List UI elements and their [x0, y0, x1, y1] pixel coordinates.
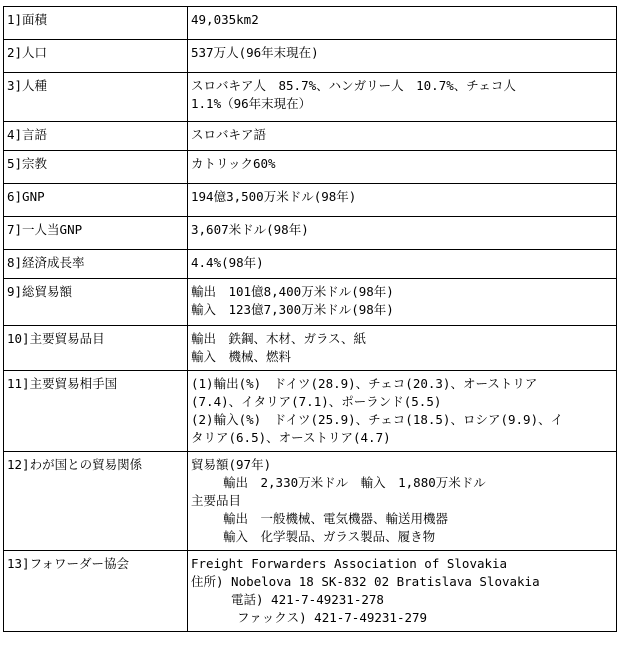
value-line: 電話) 421-7-49231-278: [231, 592, 384, 607]
table-row: [4, 73, 617, 122]
value-line: 輸出 鉄鋼、木材、ガラス、紙: [191, 331, 367, 346]
row-label: 12]わが国との貿易関係: [4, 452, 188, 551]
table-row: [4, 217, 617, 250]
row-value: [188, 151, 617, 184]
value-line: ファックス) 421-7-49231-279: [237, 610, 428, 625]
row-label: 3]人種: [4, 73, 188, 122]
value-line: 輸入 化学製品、ガラス製品、履き物: [223, 529, 436, 544]
value-line: 3,607米ドル(98年): [191, 222, 309, 237]
row-value: [188, 279, 617, 326]
value-line: 537万人(96年末現在): [191, 45, 319, 60]
row-value: [188, 184, 617, 217]
row-label: 7]一人当GNP: [4, 217, 188, 250]
country-info-table: [3, 6, 617, 632]
row-value: [188, 250, 617, 279]
value-line: スロバキア語: [191, 127, 267, 142]
value-line: Freight Forwarders Association of Slovakia: [191, 556, 508, 571]
row-label: 8]経済成長率: [4, 250, 188, 279]
value-line: 輸出 一般機械、電気機器、輸送用機器: [223, 511, 449, 526]
value-line: 貿易額(97年): [191, 457, 272, 472]
value-line: 1.1%（96年末現在）: [191, 96, 312, 111]
value-line: 194億3,500万米ドル(98年): [191, 189, 357, 204]
row-label: 1]面積: [4, 7, 188, 40]
value-line: 輸出 101億8,400万米ドル(98年): [191, 284, 394, 299]
row-value: [188, 371, 617, 452]
value-line: 輸入 機械、燃料: [191, 349, 292, 364]
row-value: [188, 551, 617, 632]
table-row: [4, 279, 617, 326]
table-row: [4, 184, 617, 217]
row-value: [188, 217, 617, 250]
value-line: 主要品目: [191, 493, 242, 508]
row-label: 10]主要貿易品目: [4, 326, 188, 371]
row-value: [188, 7, 617, 40]
row-label: 6]GNP: [4, 184, 188, 217]
value-line: 住所) Nobelova 18 SK-832 02 Bratislava Slovakia: [191, 574, 540, 589]
table-row: [4, 371, 617, 452]
value-line: スロバキア人 85.7%、ハンガリー人 10.7%、チェコ人: [191, 78, 516, 93]
row-label: 2]人口: [4, 40, 188, 73]
value-line: 4.4%(98年): [191, 255, 264, 270]
value-line: タリア(6.5)、オーストリア(4.7): [191, 430, 391, 445]
row-value: [188, 73, 617, 122]
row-value: [188, 326, 617, 371]
row-label: 9]総貿易額: [4, 279, 188, 326]
table-row: [4, 7, 617, 40]
table-row: [4, 326, 617, 371]
value-line: カトリック60%: [191, 156, 276, 171]
value-line: 輸出 2,330万米ドル 輸入 1,880万米ドル: [223, 475, 486, 490]
table-row: [4, 551, 617, 632]
row-label: 5]宗教: [4, 151, 188, 184]
value-line: 輸入 123億7,300万米ドル(98年): [191, 302, 394, 317]
table-row: [4, 151, 617, 184]
row-value: [188, 122, 617, 151]
value-line: (7.4)、イタリア(7.1)、ポーランド(5.5): [191, 394, 442, 409]
row-value: [188, 452, 617, 551]
table-row: [4, 452, 617, 551]
row-value: [188, 40, 617, 73]
row-label: 13]フォワーダー協会: [4, 551, 188, 632]
value-line: (2)輸入(%) ドイツ(25.9)、チェコ(18.5)、ロシア(9.9)、イ: [191, 412, 564, 427]
table-row: [4, 40, 617, 73]
row-label: 4]言語: [4, 122, 188, 151]
value-line: 49,035km2: [191, 12, 259, 27]
row-label: 11]主要貿易相手国: [4, 371, 188, 452]
table-row: [4, 122, 617, 151]
value-line: (1)輸出(%) ドイツ(28.9)、チェコ(20.3)、オーストリア: [191, 376, 538, 391]
table-row: [4, 250, 617, 279]
